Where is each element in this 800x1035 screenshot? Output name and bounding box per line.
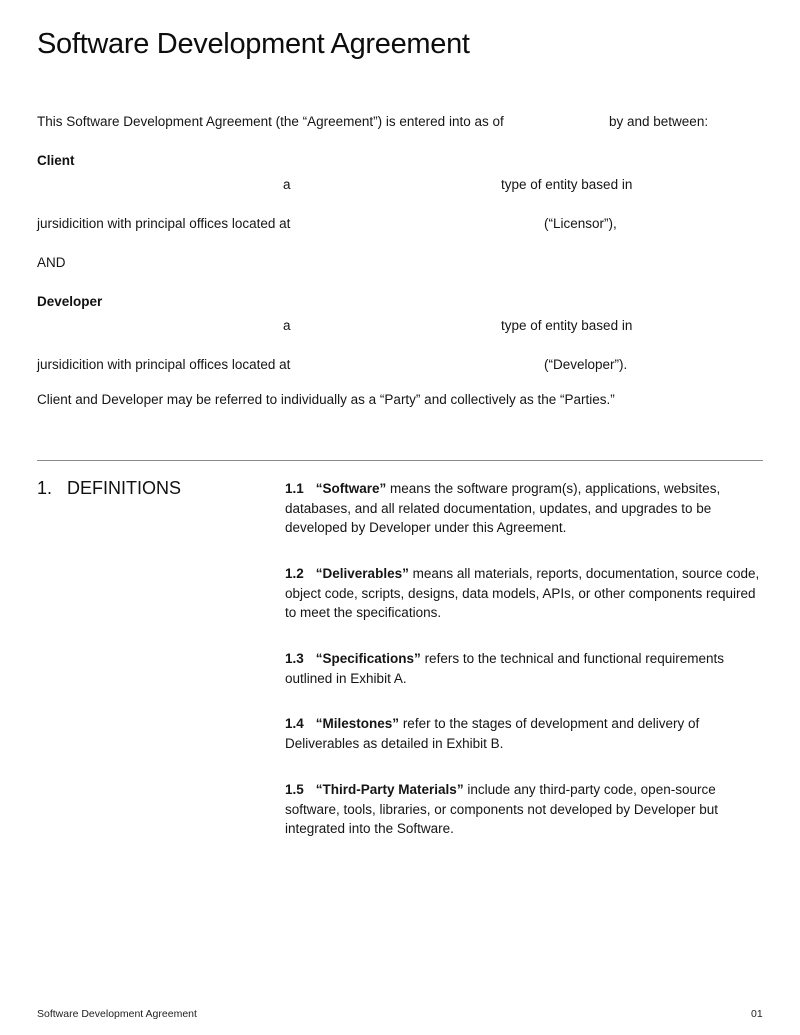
- parties-text: Client and Developer may be referred to individually as a “Party” and collectively as the “Parties.”: [37, 392, 615, 407]
- definition-item: [285, 714, 763, 753]
- section-heading: [37, 478, 181, 499]
- section-title: DEFINITIONS: [67, 478, 182, 498]
- developer-entity-type: type of entity based in: [501, 318, 633, 333]
- footer-page-number: 01: [751, 1008, 763, 1020]
- client-role: (“Licensor”),: [544, 216, 617, 231]
- definition-text: refer to the stages of development and delivery of Deliverables as detailed in Exhibit B.: [285, 716, 700, 751]
- definition-number: 1.2: [285, 566, 304, 581]
- definition-term: “Milestones”: [315, 716, 400, 731]
- intro-text: This Software Development Agreement (the “Agreement”) is entered into as of: [37, 114, 504, 129]
- definition-term: “Deliverables”: [315, 566, 409, 581]
- document-title: Software Development Agreement: [37, 28, 470, 60]
- definition-number: 1.4: [285, 716, 304, 731]
- section-divider: [37, 460, 763, 461]
- definition-term: “Software”: [315, 481, 387, 496]
- client-entity-type: type of entity based in: [501, 177, 633, 192]
- definition-item: [285, 564, 763, 623]
- client-label: Client: [37, 153, 75, 168]
- definition-item: [285, 780, 763, 839]
- intro-text-end: by and between:: [609, 114, 709, 129]
- footer-document-name: Software Development Agreement: [37, 1008, 197, 1020]
- definition-text: means the software program(s), applications, websites, databases, and all related documentation, updates, and upgrades to be developed by Developer under this Agreement.: [285, 481, 721, 535]
- definition-item: [285, 649, 763, 688]
- and-label: AND: [37, 255, 66, 270]
- section-number: 1.: [37, 478, 53, 498]
- definition-term: “Third-Party Materials”: [315, 782, 464, 797]
- developer-jurisdiction: jursidicition with principal offices located at: [37, 357, 291, 372]
- definition-number: 1.1: [285, 481, 304, 496]
- definition-item: [285, 479, 763, 538]
- definition-number: 1.3: [285, 651, 304, 666]
- client-jurisdiction: jursidicition with principal offices located at: [37, 216, 291, 231]
- definition-number: 1.5: [285, 782, 304, 797]
- developer-role: (“Developer”).: [544, 357, 628, 372]
- definition-text: refers to the technical and functional requirements outlined in Exhibit A.: [285, 651, 724, 686]
- developer-article: a: [283, 318, 291, 333]
- definition-text: include any third-party code, open-source software, tools, libraries, or components not developed by Developer but integrated into the Software.: [285, 782, 718, 836]
- developer-label: Developer: [37, 294, 103, 309]
- definition-text: means all materials, reports, documentation, source code, object code, scripts, designs, data models, APIs, or other components required to meet the specifications.: [285, 566, 760, 620]
- definition-term: “Specifications”: [315, 651, 421, 666]
- client-article: a: [283, 177, 291, 192]
